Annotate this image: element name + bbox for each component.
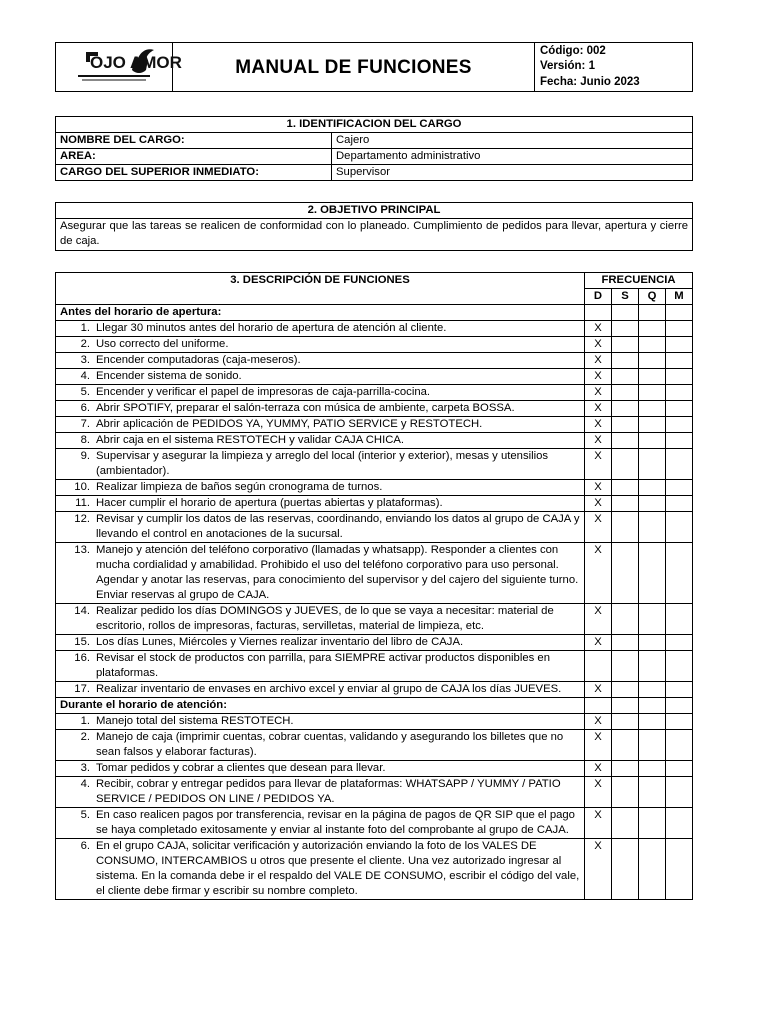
freq-mark-d: X (585, 449, 612, 480)
function-text: Abrir SPOTIFY, preparar el salón-terraza con música de ambiente, carpeta BOSSA. (96, 402, 515, 414)
freq-mark-d: X (585, 480, 612, 496)
function-row (56, 433, 693, 449)
freq-cell (612, 480, 639, 496)
freq-cell (639, 449, 666, 480)
function-row (56, 761, 693, 777)
function-text: Abrir aplicación de PEDIDOS YA, YUMMY, PATIO SERVICE y RESTOTECH. (96, 418, 483, 430)
function-item (60, 730, 580, 760)
freq-cell (612, 682, 639, 698)
freq-cell (639, 496, 666, 512)
freq-cell (639, 761, 666, 777)
freq-col-m: M (666, 289, 693, 305)
function-number: 3. (80, 354, 90, 366)
freq-col-d: D (585, 289, 612, 305)
brand-logo-icon (68, 44, 182, 86)
function-number: 10. (74, 481, 90, 493)
freq-col-s: S (612, 289, 639, 305)
document-version: Versión: 1 (540, 60, 595, 73)
freq-cell (612, 321, 639, 337)
freq-cell (612, 449, 639, 480)
freq-mark-d: X (585, 496, 612, 512)
freq-cell (612, 369, 639, 385)
document-date: Fecha: Junio 2023 (540, 75, 640, 88)
section3-title: 3. DESCRIPCIÓN DE FUNCIONES (56, 273, 585, 305)
function-text: Encender computadoras (caja-meseros). (96, 354, 301, 366)
function-item (60, 321, 580, 336)
freq-cell (666, 353, 693, 369)
freq-cell (612, 761, 639, 777)
function-text: Encender sistema de sonido. (96, 370, 242, 382)
function-item (60, 449, 580, 479)
freq-cell (612, 433, 639, 449)
freq-cell (666, 714, 693, 730)
freq-mark-d: X (585, 385, 612, 401)
function-number: 11. (75, 497, 90, 509)
freq-cell (666, 698, 693, 714)
function-item (60, 651, 580, 681)
freq-cell (666, 635, 693, 651)
section2-title: 2. OBJETIVO PRINCIPAL (56, 203, 693, 219)
function-item (60, 337, 580, 352)
freq-cell (639, 635, 666, 651)
function-number: 1. (80, 715, 90, 727)
function-number: 12. (74, 513, 90, 525)
function-number: 8. (80, 434, 90, 446)
freq-mark-d: X (585, 321, 612, 337)
function-item (60, 777, 580, 807)
freq-mark-d: X (585, 604, 612, 635)
function-text: Manejo total del sistema RESTOTECH. (96, 715, 294, 727)
freq-mark-d: X (585, 635, 612, 651)
freq-cell (639, 698, 666, 714)
function-number: 14. (74, 605, 90, 617)
function-row (56, 714, 693, 730)
function-number: 6. (80, 840, 90, 852)
function-number: 2. (80, 338, 90, 350)
freq-cell (639, 730, 666, 761)
objective-table (55, 202, 693, 251)
function-number: 7. (80, 418, 90, 430)
freq-cell (612, 808, 639, 839)
function-number: 4. (80, 778, 90, 790)
freq-cell (639, 353, 666, 369)
freq-cell (666, 417, 693, 433)
freq-cell (639, 385, 666, 401)
function-item (60, 808, 580, 838)
supervisor-label: CARGO DEL SUPERIOR INMEDIATO: (56, 165, 332, 181)
function-number: 1. (80, 322, 90, 334)
supervisor-value: Supervisor (332, 165, 693, 181)
freq-mark-d: X (585, 682, 612, 698)
freq-cell (666, 839, 693, 900)
freq-cell (666, 321, 693, 337)
area-label: AREA: (56, 149, 332, 165)
freq-cell (639, 777, 666, 808)
function-row (56, 777, 693, 808)
freq-cell (585, 305, 612, 321)
freq-cell (639, 305, 666, 321)
freq-cell (612, 385, 639, 401)
freq-cell (666, 543, 693, 604)
function-number: 17. (74, 683, 90, 695)
function-item (60, 761, 580, 776)
function-item (60, 543, 580, 603)
freq-cell (639, 480, 666, 496)
freq-cell (612, 337, 639, 353)
function-item (60, 369, 580, 384)
freq-cell (639, 337, 666, 353)
function-row (56, 496, 693, 512)
freq-cell (666, 777, 693, 808)
freq-cell (666, 808, 693, 839)
function-item (60, 682, 580, 697)
job-name-value: Cajero (332, 133, 693, 149)
freq-mark-d: X (585, 353, 612, 369)
function-number: 2. (80, 731, 90, 743)
function-text: Realizar inventario de envases en archivo excel y enviar al grupo de CAJA los días JUEVES. (96, 683, 562, 695)
function-row (56, 604, 693, 635)
freq-cell (639, 401, 666, 417)
freq-cell (612, 496, 639, 512)
freq-cell (666, 480, 693, 496)
function-text: Encender y verificar el papel de impresoras de caja-parrilla-cocina. (96, 386, 431, 398)
area-value: Departamento administrativo (332, 149, 693, 165)
freq-mark-d: X (585, 839, 612, 900)
function-text: Revisar el stock de productos con parrilla, para SIEMPRE activar productos disponibles en plataformas. (96, 652, 550, 679)
function-number: 4. (80, 370, 90, 382)
freq-cell (639, 543, 666, 604)
freq-mark-d: X (585, 512, 612, 543)
function-number: 5. (80, 386, 90, 398)
freq-mark-d: X (585, 433, 612, 449)
function-row (56, 369, 693, 385)
function-row (56, 321, 693, 337)
function-row (56, 651, 693, 682)
function-number: 16. (74, 652, 90, 664)
freq-cell (612, 714, 639, 730)
function-text: Recibir, cobrar y entregar pedidos para llevar de plataformas: WHATSAPP / YUMMY / PATIO SERVICE / PEDIDOS ON LINE / PEDIDOS YA. (96, 778, 561, 805)
freq-cell (666, 369, 693, 385)
freq-cell (639, 839, 666, 900)
freq-mark-d (585, 651, 612, 682)
freq-cell (612, 401, 639, 417)
freq-cell (666, 730, 693, 761)
freq-cell (666, 433, 693, 449)
freq-cell (639, 714, 666, 730)
function-item (60, 385, 580, 400)
header-table (55, 42, 693, 92)
freq-cell (612, 512, 639, 543)
function-text: Supervisar y asegurar la limpieza y arreglo del local (interior y exterior), mesas y utensilios (ambientador). (96, 450, 549, 477)
freq-cell (666, 761, 693, 777)
freq-mark-d: X (585, 417, 612, 433)
function-text: Abrir caja en el sistema RESTOTECH y validar CAJA CHICA. (96, 434, 405, 446)
freq-mark-d: X (585, 714, 612, 730)
freq-cell (666, 449, 693, 480)
freq-mark-d: X (585, 401, 612, 417)
function-text: Hacer cumplir el horario de apertura (puertas abiertas y plataformas). (96, 497, 443, 509)
function-text: Tomar pedidos y cobrar a clientes que desean para llevar. (96, 762, 386, 774)
group-before-opening: Antes del horario de apertura: (56, 305, 585, 321)
function-row (56, 682, 693, 698)
function-text: Los días Lunes, Miércoles y Viernes realizar inventario del libro de CAJA. (96, 636, 464, 648)
function-row (56, 337, 693, 353)
freq-cell (639, 651, 666, 682)
function-text: Manejo de caja (imprimir cuentas, cobrar cuentas, validando y asegurando los billetes que no sean falsos y elaborar facturas). (96, 731, 564, 758)
identification-table (55, 116, 693, 181)
freq-cell (612, 417, 639, 433)
freq-cell (612, 305, 639, 321)
function-item (60, 401, 580, 416)
freq-cell (612, 777, 639, 808)
function-text: Manejo y atención del teléfono corporativo (llamadas y whatsapp). Responder a clientes con mucha cordialidad y amabilidad. Prohibido el uso del teléfono corporativo para uso personal. Agendar y anotar las reservas, para conocimiento del supervisor y del cajero del siguiente turno. Enviar reservas al grupo de CAJA. (96, 544, 579, 601)
freq-cell (639, 512, 666, 543)
function-row (56, 353, 693, 369)
freq-cell (666, 305, 693, 321)
freq-mark-d: X (585, 761, 612, 777)
function-item (60, 433, 580, 448)
freq-cell (666, 512, 693, 543)
freq-cell (666, 604, 693, 635)
function-item (60, 512, 580, 542)
group-during-service: Durante el horario de atención: (56, 698, 585, 714)
function-row (56, 635, 693, 651)
freq-cell (639, 808, 666, 839)
function-item (60, 496, 580, 511)
freq-cell (585, 698, 612, 714)
freq-mark-d: X (585, 543, 612, 604)
freq-cell (639, 369, 666, 385)
freq-cell (612, 635, 639, 651)
function-item (60, 353, 580, 368)
objective-text: Asegurar que las tareas se realicen de conformidad con lo planeado. Cumplimiento de pedidos para llevar, apertura y cierre de caja. (56, 219, 693, 251)
freq-mark-d: X (585, 337, 612, 353)
freq-cell (612, 698, 639, 714)
document-meta (535, 43, 693, 92)
function-item (60, 635, 580, 650)
freq-cell (639, 682, 666, 698)
function-number: 15. (74, 636, 90, 648)
functions-table (55, 272, 693, 900)
svg-text:OJO AMOR: OJO AMOR (90, 52, 182, 72)
freq-mark-d: X (585, 730, 612, 761)
function-item (60, 714, 580, 729)
function-row (56, 449, 693, 480)
function-row (56, 512, 693, 543)
function-row (56, 417, 693, 433)
function-row (56, 808, 693, 839)
function-row (56, 839, 693, 900)
function-item (60, 480, 580, 495)
freq-cell (612, 651, 639, 682)
function-item (60, 604, 580, 634)
freq-cell (666, 401, 693, 417)
function-number: 13. (74, 544, 90, 556)
freq-cell (639, 417, 666, 433)
function-number: 6. (80, 402, 90, 414)
function-number: 5. (80, 809, 90, 821)
document-code: Código: 002 (540, 44, 606, 57)
freq-cell (612, 730, 639, 761)
document-title: MANUAL DE FUNCIONES (173, 43, 535, 92)
job-name-label: NOMBRE DEL CARGO: (56, 133, 332, 149)
function-text: Realizar pedido los días DOMINGOS y JUEVES, de lo que se vaya a necesitar: material de escritorio, rollos de impresoras, facturas, servilletas, material de limpieza, etc. (96, 605, 554, 632)
freq-cell (639, 433, 666, 449)
function-item (60, 417, 580, 432)
function-item (60, 839, 580, 899)
freq-cell (639, 321, 666, 337)
function-text: Realizar limpieza de baños según cronograma de turnos. (96, 481, 383, 493)
function-text: En el grupo CAJA, solicitar verificación y autorización enviando la foto de los VALES DE CONSUMO, INTERCAMBIOS u otros que presente el cliente. Una vez autorizado ingresar al sistema. En la comanda debe ir el respaldo del VALE DE CONSUMO, escribir el código del vale, el cliente debe firmar y escribir su nombre completo. (96, 840, 580, 897)
function-row (56, 480, 693, 496)
freq-mark-d: X (585, 369, 612, 385)
function-text: Revisar y cumplir los datos de las reservas, coordinando, enviando los datos al grupo de CAJA y llevando el control en anotaciones de la sucursal. (96, 513, 580, 540)
function-text: En caso realicen pagos por transferencia, revisar en la página de pagos de QR SIP que el pago se haya completado exitosamente y enviar al instante foto del comprobante al grupo de CAJA. (96, 809, 575, 836)
function-text: Uso correcto del uniforme. (96, 338, 229, 350)
freq-cell (612, 353, 639, 369)
function-number: 9. (80, 450, 90, 462)
freq-cell (639, 604, 666, 635)
freq-mark-d: X (585, 808, 612, 839)
function-row (56, 730, 693, 761)
function-number: 3. (80, 762, 90, 774)
freq-col-q: Q (639, 289, 666, 305)
freq-cell (666, 385, 693, 401)
function-text: Llegar 30 minutos antes del horario de apertura de atención al cliente. (96, 322, 447, 334)
freq-cell (666, 337, 693, 353)
freq-mark-d: X (585, 777, 612, 808)
freq-cell (666, 651, 693, 682)
function-row (56, 401, 693, 417)
logo-cell (56, 43, 182, 92)
section1-title: 1. IDENTIFICACION DEL CARGO (56, 117, 693, 133)
function-row (56, 385, 693, 401)
freq-cell (612, 839, 639, 900)
function-row (56, 543, 693, 604)
freq-cell (612, 543, 639, 604)
freq-cell (666, 496, 693, 512)
freq-cell (612, 604, 639, 635)
freq-cell (666, 682, 693, 698)
frequency-header: FRECUENCIA (585, 273, 693, 289)
